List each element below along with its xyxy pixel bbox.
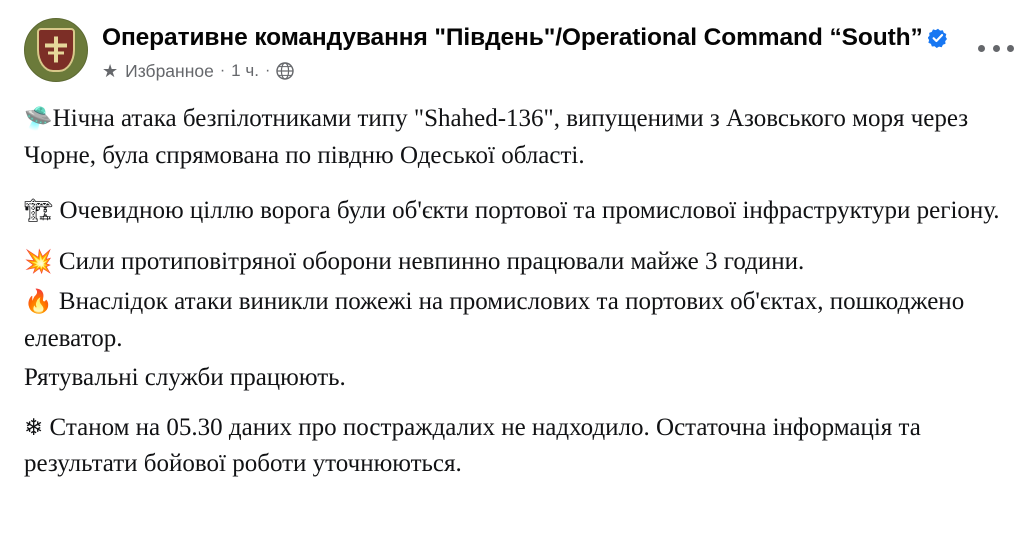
crane-emoji: 🏗: [24, 198, 54, 224]
post-header: [24, 18, 1012, 82]
verified-badge-icon: [928, 25, 948, 45]
star-icon: ★: [102, 61, 119, 81]
post-paragraph: [24, 244, 1012, 281]
post-paragraph: [24, 410, 1012, 482]
paragraph-text: Очевидною ціллю ворога були об'єкти портової та промислової інфраструктури регіону.: [53, 197, 1000, 224]
post-meta: [102, 60, 1012, 82]
more-dot-2: [993, 45, 1000, 52]
page-name-text: Оперативне командування "Південь"/Operational Command “South”: [102, 24, 923, 51]
favorite-label: Избранное: [125, 61, 214, 81]
emblem-cross-icon: [54, 36, 58, 62]
post-timestamp[interactable]: 1 ч.: [231, 61, 259, 80]
snowflake-emoji: ❄: [24, 414, 44, 441]
paragraph-text: Рятувальні служби працюють.: [24, 364, 346, 391]
paragraph-text: Сили протиповітряної оборони невпинно працювали майже 3 години.: [52, 247, 805, 275]
post-body: [24, 101, 1012, 482]
page-title[interactable]: [102, 22, 1012, 53]
header-text: [102, 18, 1012, 82]
post-paragraph: [24, 284, 1012, 356]
post-paragraph: [24, 360, 1012, 396]
globe-icon[interactable]: [276, 62, 294, 80]
explosion-emoji: 💥: [24, 248, 53, 275]
more-options-button[interactable]: [978, 38, 1014, 58]
avatar[interactable]: [24, 18, 88, 82]
meta-separator: ·: [219, 62, 226, 79]
post-paragraph: [24, 193, 1012, 230]
more-dot-3: [1007, 45, 1014, 52]
ufo-emoji: 🛸: [24, 106, 53, 132]
meta-separator-2: ·: [264, 62, 271, 79]
paragraph-text: Нічна атака безпілотниками типу "Shahed-136", випущеними з Азовського моря через Чорне, була спрямована по півдню Одеської області.: [24, 105, 969, 169]
fire-emoji: 🔥: [24, 289, 53, 315]
paragraph-text: Станом на 05.30 даних про постраждалих не надходило. Остаточна інформація та результати бойової роботи уточнюються.: [24, 413, 921, 477]
more-dot-1: [978, 45, 985, 52]
post-paragraph: [24, 101, 1012, 173]
paragraph-text: Внаслідок атаки виникли пожежі на промислових та портових об'єктах, пошкоджено елеватор.: [24, 288, 965, 352]
